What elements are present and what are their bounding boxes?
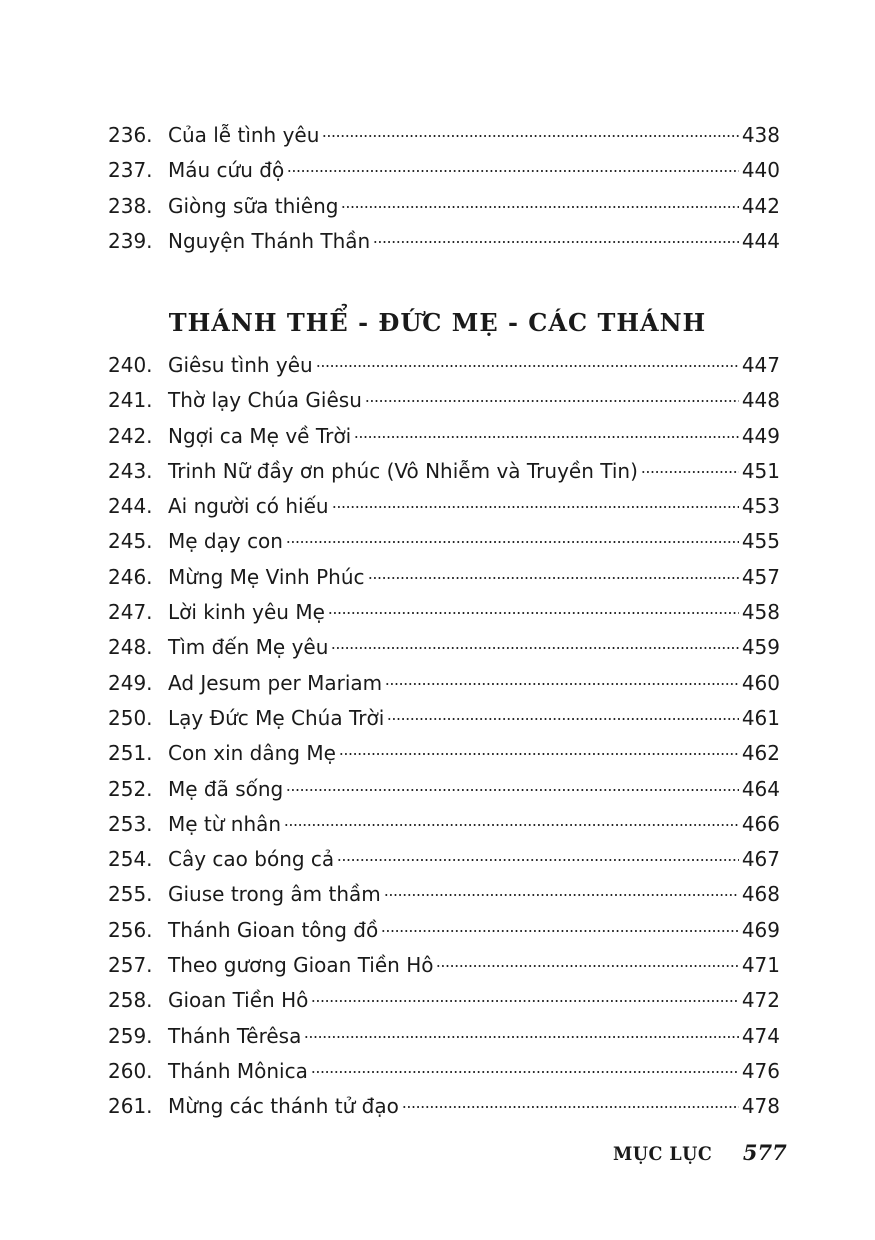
toc-entry-page: 466 — [741, 811, 780, 836]
toc-entry-number: 238. — [108, 193, 153, 218]
dot-leader — [436, 965, 738, 967]
toc-entry — [108, 224, 780, 259]
toc-entry-title: Cây cao bóng cả — [168, 847, 335, 872]
toc-entry-number: 247. — [108, 600, 153, 625]
toc-entry-page: 449 — [741, 423, 780, 448]
toc-entry-title: Thánh Mônica — [168, 1058, 308, 1083]
toc-entry-number: 243. — [108, 458, 153, 483]
toc-entry-title: Giòng sữa thiêng — [168, 193, 339, 218]
toc-entry-title: Mẹ đã sống — [168, 776, 284, 801]
toc-entry-page: 459 — [741, 635, 780, 660]
toc-entry-number: 256. — [108, 917, 153, 942]
toc-entry-number: 236. — [108, 123, 153, 147]
dot-leader — [311, 1000, 738, 1002]
dot-leader — [365, 400, 739, 402]
toc-entry-number: 250. — [108, 705, 153, 730]
toc-entry-number: 240. — [108, 353, 153, 377]
page-footer — [613, 1140, 787, 1165]
dot-leader — [384, 894, 739, 896]
toc-entry — [108, 1089, 780, 1124]
toc-entry — [108, 807, 780, 842]
toc-entry — [108, 524, 780, 559]
toc-entry-page: 474 — [741, 1023, 780, 1048]
toc-entry-page: 460 — [741, 670, 780, 695]
toc-entry — [108, 772, 780, 807]
dot-leader — [354, 436, 739, 438]
toc-entry-page: 472 — [741, 988, 780, 1013]
toc-entry-page: 442 — [741, 193, 780, 218]
toc-entry-title: Theo gương Gioan Tiền Hô — [168, 953, 434, 978]
toc-entry — [108, 630, 780, 665]
toc-entry-title: Lời kinh yêu Mẹ — [168, 600, 325, 625]
dot-leader — [286, 541, 739, 543]
dot-leader — [402, 1106, 739, 1108]
dot-leader — [322, 135, 738, 137]
dot-leader — [341, 206, 738, 208]
dot-leader — [373, 241, 739, 243]
toc-entry-title: Lạy Đức Mẹ Chúa Trời — [168, 705, 385, 730]
toc-entry-number: 252. — [108, 776, 153, 801]
toc-entry — [108, 419, 780, 454]
dot-leader — [387, 718, 739, 720]
toc-entry-page: 478 — [741, 1094, 780, 1119]
toc-entry-page: 440 — [741, 158, 780, 183]
toc-entry — [108, 701, 780, 736]
dot-leader — [328, 612, 739, 614]
toc-entry — [108, 736, 780, 771]
dot-leader — [331, 647, 738, 649]
section-heading: THÁNH THỂ - ĐỨC MẸ - CÁC THÁNH — [168, 308, 707, 337]
toc-entry-title: Tìm đến Mẹ yêu — [168, 635, 329, 660]
dot-leader — [368, 577, 739, 579]
toc-entry-title: Giuse trong âm thầm — [168, 882, 381, 907]
toc-entry-title: Ad Jesum per Mariam — [168, 670, 383, 695]
dot-leader — [381, 930, 739, 932]
dot-leader — [337, 859, 739, 861]
toc-entry — [108, 189, 780, 224]
toc-entry-number: 259. — [108, 1023, 153, 1048]
running-header-title: MỤC LỤC — [613, 1143, 713, 1165]
toc-entry-number: 249. — [108, 670, 153, 695]
toc-entry-page: 444 — [741, 228, 780, 253]
toc-entry-page: 451 — [741, 458, 780, 483]
toc-entry — [108, 1054, 780, 1089]
toc-entry-title: Trinh Nữ đầy ơn phúc (Vô Nhiễm và Truyền Tin) — [168, 458, 638, 483]
toc-entry-title: Nguyện Thánh Thần — [168, 228, 371, 253]
toc-entry-number: 246. — [108, 564, 153, 589]
toc-entry-title: Thờ lạy Chúa Giêsu — [168, 388, 362, 413]
dot-leader — [304, 1036, 738, 1038]
dot-leader — [385, 683, 739, 685]
toc-entry-number: 257. — [108, 953, 153, 978]
toc-entry-page: 455 — [741, 529, 780, 554]
toc-entry-page: 448 — [741, 388, 780, 413]
toc-entry-number: 241. — [108, 388, 153, 413]
toc-entry-number: 255. — [108, 882, 153, 907]
toc-entry — [108, 454, 780, 489]
toc-entry-number: 261. — [108, 1094, 153, 1119]
toc-entry-number: 251. — [108, 741, 153, 766]
toc-entry-title: Thánh Gioan tông đồ — [168, 917, 379, 942]
toc-entry-page: 476 — [741, 1058, 780, 1083]
toc-entry — [108, 348, 780, 383]
toc-entry-title: Con xin dâng Mẹ — [168, 741, 336, 766]
toc-entry-title: Máu cứu độ — [168, 158, 285, 183]
toc-entry-page: 471 — [741, 953, 780, 978]
toc-entry-page: 438 — [741, 123, 780, 147]
toc-entry-number: 258. — [108, 988, 153, 1013]
toc-entry-title: Mẹ dạy con — [168, 529, 283, 554]
toc-entry-number: 254. — [108, 847, 153, 872]
toc-list-section — [108, 348, 780, 1125]
toc-entry-page: 469 — [741, 917, 780, 942]
toc-entry — [108, 118, 780, 153]
toc-entry-title: Mừng Mẹ Vinh Phúc — [168, 564, 365, 589]
toc-entry-number: 248. — [108, 635, 153, 660]
toc-entry-page: 453 — [741, 494, 780, 519]
dot-leader — [316, 365, 739, 367]
toc-entry-number: 245. — [108, 529, 153, 554]
toc-entry-page: 462 — [741, 741, 780, 766]
dot-leader — [284, 824, 739, 826]
toc-entry-number: 253. — [108, 811, 153, 836]
dot-leader — [311, 1071, 739, 1073]
toc-entry-number: 244. — [108, 494, 153, 519]
toc-entry — [108, 489, 780, 524]
toc-entry — [108, 1019, 780, 1054]
toc-entry — [108, 153, 780, 188]
toc-entry-page: 457 — [741, 564, 780, 589]
toc-entry — [108, 913, 780, 948]
toc-entry-title: Mừng các thánh tử đạo — [168, 1094, 399, 1119]
dot-leader — [332, 506, 739, 508]
toc-entry — [108, 842, 780, 877]
toc-entry — [108, 595, 780, 630]
toc-list-top — [108, 118, 780, 259]
toc-entry — [108, 383, 780, 418]
toc-entry-page: 468 — [741, 882, 780, 907]
toc-entry-page: 467 — [741, 847, 780, 872]
toc-entry-title: Ai người có hiếu — [168, 494, 329, 519]
dot-leader — [641, 471, 739, 473]
toc-entry-page: 464 — [741, 776, 780, 801]
toc-entry-title: Giêsu tình yêu — [168, 353, 313, 377]
toc-entry — [108, 983, 780, 1018]
toc-entry-title: Thánh Têrêsa — [168, 1023, 302, 1048]
toc-entry-page: 461 — [741, 705, 780, 730]
dot-leader — [339, 753, 739, 755]
dot-leader — [286, 789, 739, 791]
toc-entry-page: 458 — [741, 600, 780, 625]
toc-entry-number: 242. — [108, 423, 153, 448]
toc-entry-title: Ngợi ca Mẹ về Trời — [168, 423, 352, 448]
toc-entry — [108, 948, 780, 983]
dot-leader — [287, 170, 739, 172]
toc-entry-title: Gioan Tiền Hô — [168, 988, 309, 1013]
toc-entry-title: Mẹ từ nhân — [168, 811, 282, 836]
toc-entry — [108, 560, 780, 595]
toc-entry-number: 237. — [108, 158, 153, 183]
toc-entry — [108, 877, 780, 912]
toc-entry-title: Của lễ tình yêu — [168, 123, 320, 147]
toc-entry-number: 239. — [108, 228, 153, 253]
toc-entry-page: 447 — [741, 353, 780, 377]
toc-entry — [108, 666, 780, 701]
toc-entry-number: 260. — [108, 1058, 153, 1083]
page-number: 577 — [742, 1140, 787, 1165]
